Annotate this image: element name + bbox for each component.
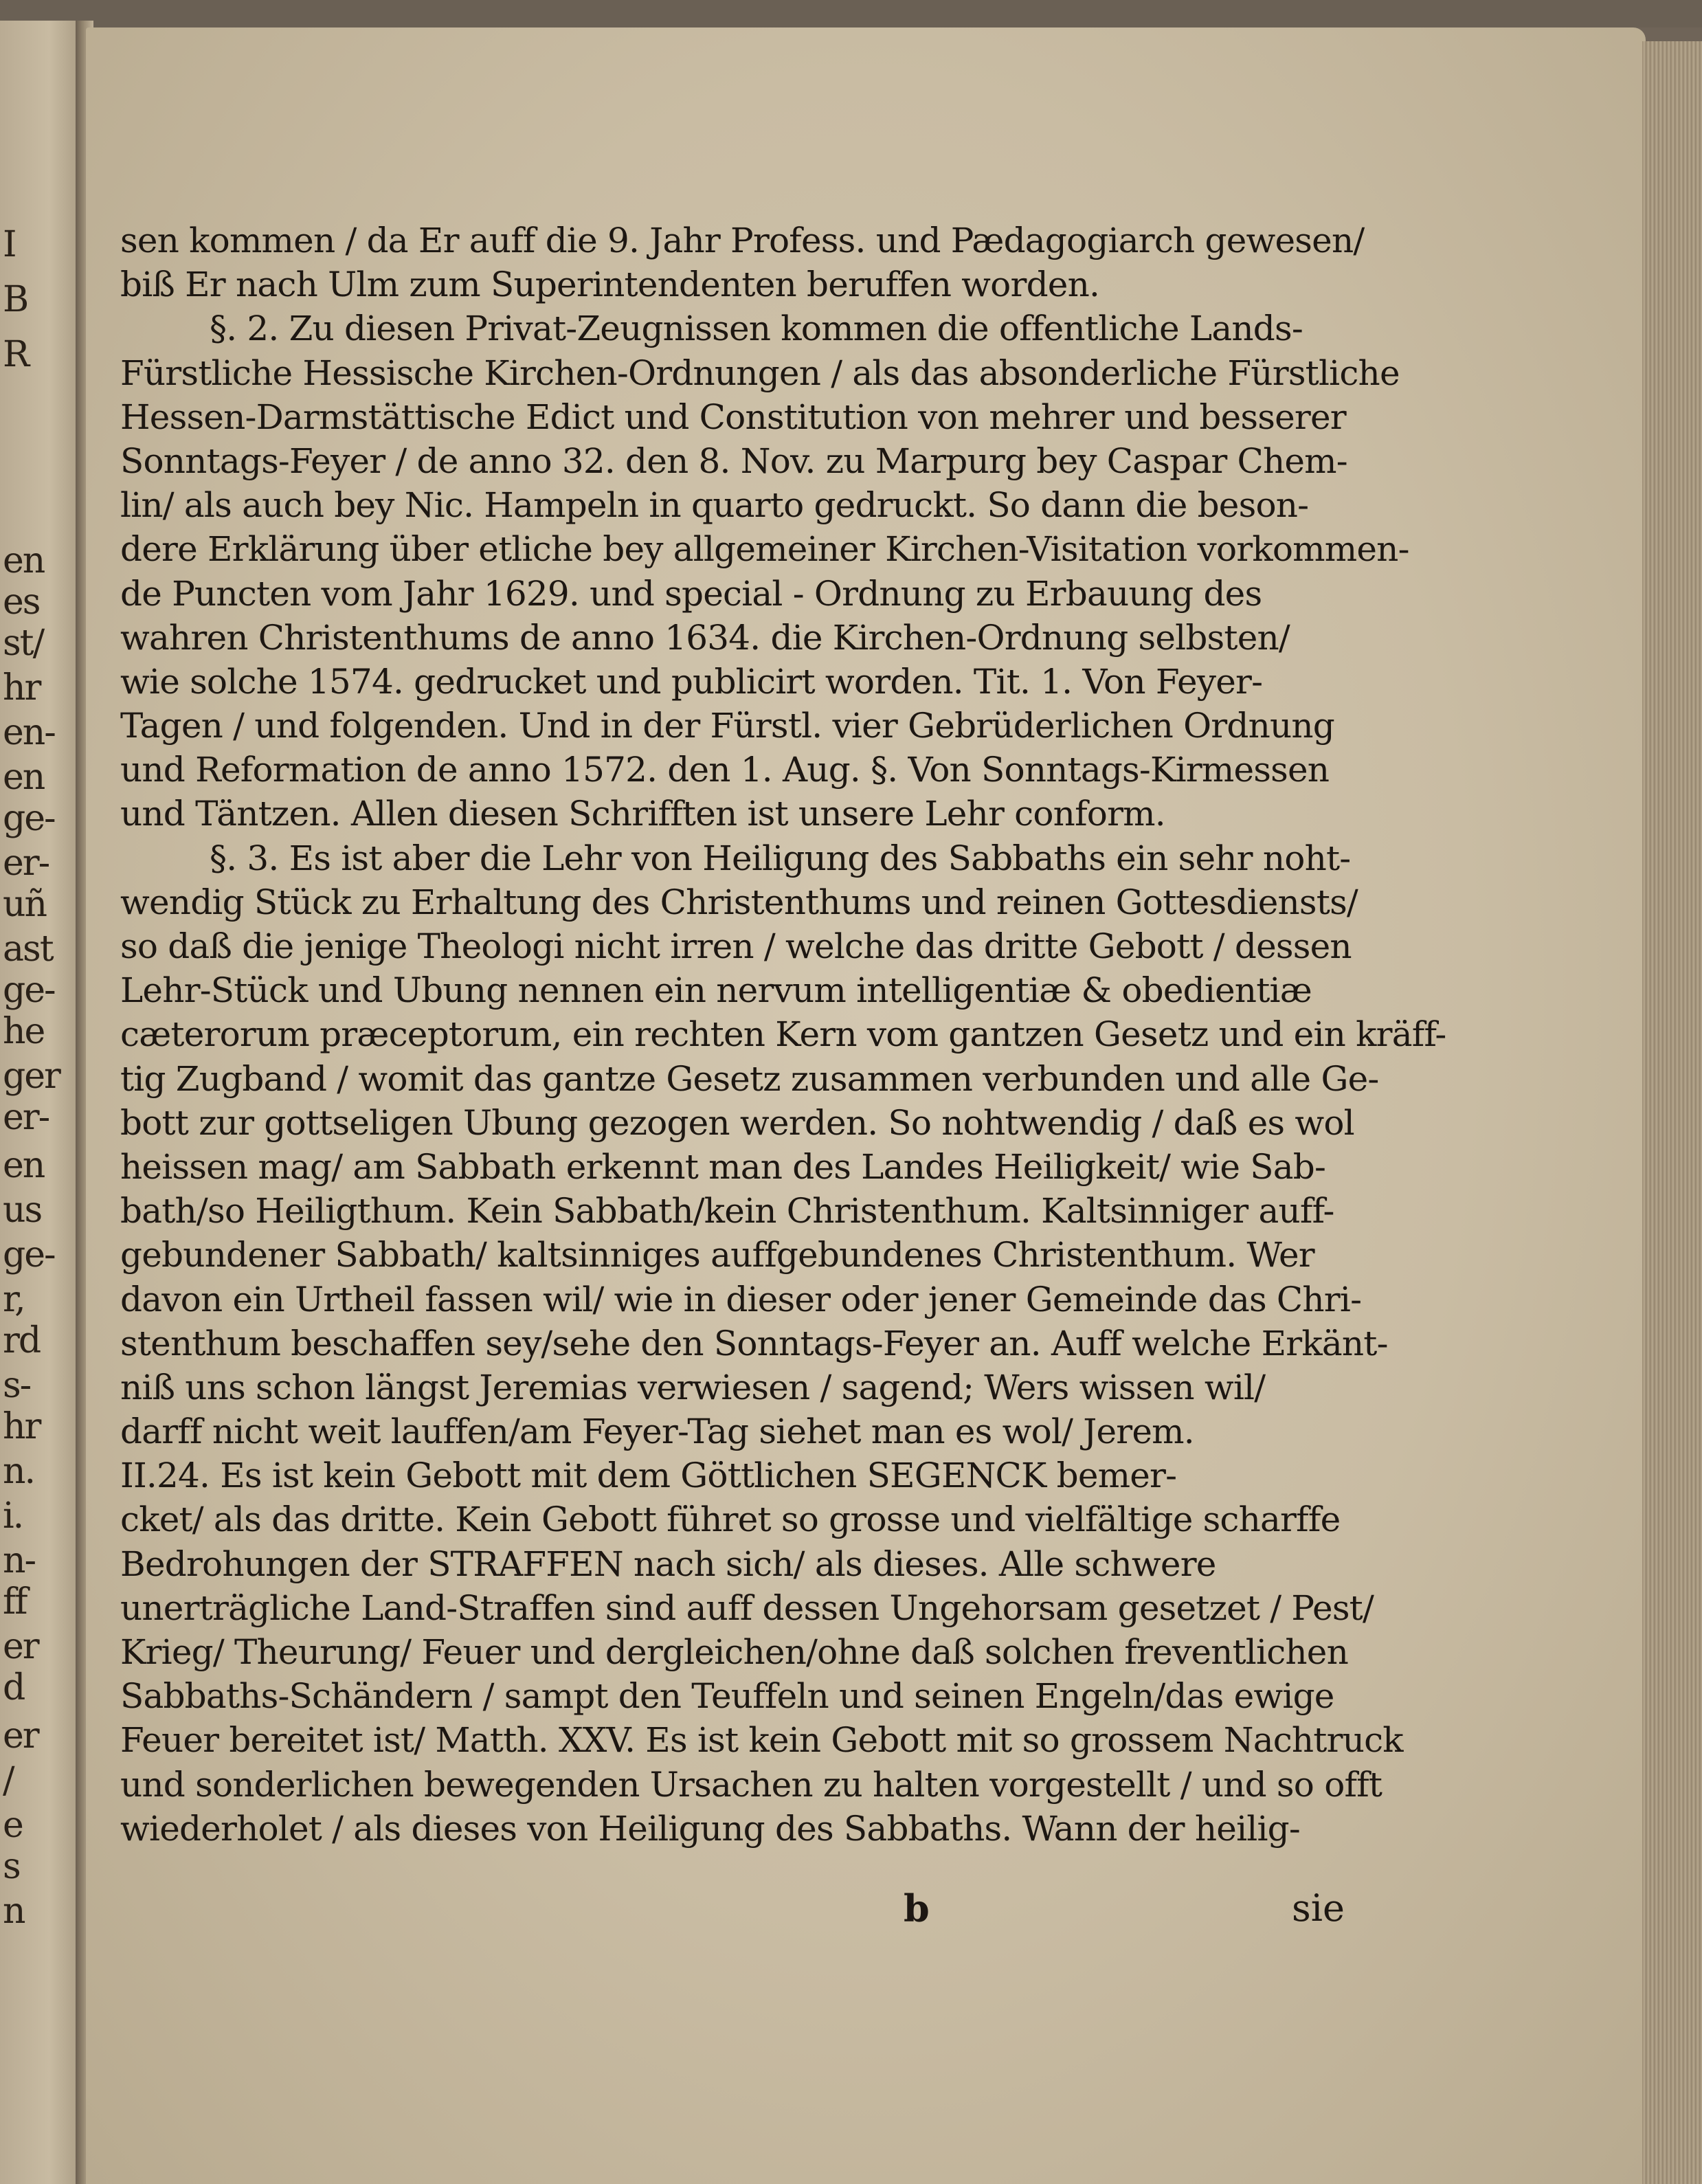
text-line: cket/ als das dritte. Kein Gebott führet so grosse und vielfältige scharffe (120, 1500, 1341, 1540)
left-page-fragment: ger (3, 1056, 60, 1097)
left-page-fragment: ge- (3, 798, 55, 839)
text-line: bott zur gottseligen Ubung gezogen werden. So nohtwendig / daß es wol (120, 1102, 1354, 1143)
page-stack-edge (1642, 41, 1702, 2184)
text-line: Krieg/ Theurung/ Feuer und dergleichen/ohne daß solchen freventlichen (120, 1632, 1348, 1672)
text-line: und sonderlichen bewegenden Ursachen zu halten vorgestellt / und so offt (120, 1764, 1382, 1805)
left-page-fragment: us (3, 1190, 42, 1231)
left-page-fragment: s (3, 1846, 20, 1887)
left-page-edge (0, 21, 82, 2184)
scan-background (0, 0, 1702, 27)
text-line: unerträgliche Land-Straffen sind auff dessen Ungehorsam gesetzet / Pest/ (120, 1587, 1374, 1628)
text-line: tig Zugband / womit das gantze Gesetz zusammen verbunden und alle Ge- (120, 1058, 1379, 1099)
text-line: wiederholet / als dieses von Heiligung des Sabbaths. Wann der heilig- (120, 1808, 1300, 1849)
text-line: dere Erklärung über etliche bey allgemeiner Kirchen-Visitation vorkommen- (120, 529, 1409, 570)
text-line: stenthum beschaffen sey/sehe den Sonntags-Feyer an. Auff welche Erkänt- (120, 1323, 1388, 1363)
text-line: davon ein Urtheil fassen wil/ wie in dieser oder jener Gemeinde das Chri- (120, 1279, 1362, 1319)
body-text (120, 219, 1446, 1851)
left-page-fragment: es (3, 581, 40, 623)
text-line: de Puncten vom Jahr 1629. und special - Ordnung zu Erbauung des (120, 573, 1262, 614)
signature-mark: b (904, 1886, 930, 1930)
text-line: cæterorum præceptorum, ein rechten Kern vom gantzen Gesetz und ein kräff- (120, 1014, 1446, 1055)
catchword: sie (1292, 1886, 1345, 1930)
left-page-fragment: rd (3, 1320, 41, 1361)
left-page-fragment: ge- (3, 970, 55, 1011)
text-line: Fürstliche Hessische Kirchen-Ordnungen / als das absonderliche Fürstliche (120, 353, 1400, 393)
text-line: wie solche 1574. gedrucket und publicirt worden. Tit. 1. Von Feyer- (120, 661, 1263, 702)
left-page-fragment: r, (3, 1279, 25, 1320)
text-line: Feuer bereitet ist/ Matth. XXV. Es ist kein Gebott mit so grossem Nachtruck (120, 1720, 1403, 1761)
text-line: so daß die jenige Theologi nicht irren / welche das dritte Gebott / dessen (120, 926, 1352, 966)
left-page-fragment: er- (3, 843, 49, 884)
text-line: biß Er nach Ulm zum Superintendenten beruffen worden. (120, 265, 1100, 305)
text-line: und Reformation de anno 1572. den 1. Aug. §. Von Sonntags-Kirmessen (120, 750, 1330, 790)
left-page-fragment: uñ (3, 884, 46, 925)
left-page-fragment: hr (3, 1406, 41, 1447)
left-page-fragment: I (3, 224, 16, 265)
left-page-fragment: en (3, 540, 45, 581)
left-page-fragment: ff (3, 1581, 27, 1623)
left-page-fragment: he (3, 1011, 45, 1052)
left-page-fragment: s- (3, 1365, 31, 1406)
text-line: bath/so Heiligthum. Kein Sabbath/kein Christenthum. Kaltsinniger auff- (120, 1191, 1334, 1232)
text-line: Tagen / und folgenden. Und in der Fürstl. vier Gebrüderlichen Ordnung (120, 706, 1334, 746)
text-line: wahren Christenthums de anno 1634. die Kirchen-Ordnung selbsten/ (120, 617, 1290, 658)
paragraph-2-start: §. 2. Zu diesen Privat-Zeugnissen kommen die offentliche Lands- (210, 309, 1303, 349)
text-line: lin/ als auch bey Nic. Hampeln in quarto gedruckt. So dann die beson- (120, 485, 1309, 526)
text-line: sen kommen / da Er auff die 9. Jahr Profess. und Pædagogiarch gewesen/ (120, 221, 1365, 260)
left-page-fragment: B (3, 279, 28, 320)
left-page-fragment: er- (3, 1097, 49, 1138)
text-line: Lehr-Stück und Ubung nennen ein nervum intelligentiæ & obedientiæ (120, 970, 1312, 1011)
paragraph-3-start: §. 3. Es ist aber die Lehr von Heiligung des Sabbaths ein sehr noht- (210, 838, 1351, 878)
left-page-fragment: en- (3, 712, 55, 753)
text-line: darff nicht weit lauffen/am Feyer-Tag siehet man es wol/ Jerem. (120, 1412, 1194, 1452)
text-line: gebundener Sabbath/ kaltsinniges auffgebundenes Christenthum. Wer (120, 1235, 1314, 1275)
left-page-fragment: en (3, 757, 45, 798)
text-line: Sabbaths-Schändern / sampt den Teuffeln und seinen Engeln/das ewige (120, 1676, 1334, 1717)
text-line: Bedrohungen der STRAFFEN nach sich/ als dieses. Alle schwere (120, 1544, 1216, 1584)
left-page-fragment: er (3, 1715, 38, 1757)
left-page-fragment: n- (3, 1540, 36, 1581)
left-page-fragment: ast (3, 928, 53, 970)
text-line: Sonntags-Feyer / de anno 32. den 8. Nov. zu Marpurg bey Caspar Chem- (120, 441, 1347, 481)
left-page-fragment: er (3, 1626, 38, 1667)
text-line: II.24. Es ist kein Gebott mit dem Göttlichen SEGENCK bemer- (120, 1456, 1177, 1496)
left-page-fragment: st/ (3, 623, 44, 664)
text-line: heissen mag/ am Sabbath erkennt man des Landes Heiligkeit/ wie Sab- (120, 1146, 1326, 1187)
left-page-fragment: hr (3, 667, 41, 709)
text-line: Hessen-Darmstättische Edict und Constitution von mehrer und besserer (120, 397, 1346, 437)
left-page-fragment: en (3, 1145, 45, 1186)
left-page-fragment: n. (3, 1451, 35, 1492)
left-page-fragment: R (3, 334, 29, 375)
text-line: und Täntzen. Allen diesen Schrifften ist unsere Lehr conform. (120, 794, 1165, 834)
left-page-fragment: n (3, 1891, 25, 1932)
left-page-fragment: i. (3, 1495, 23, 1537)
text-line: wendig Stück zu Erhaltung des Christenthums und reinen Gottesdiensts/ (120, 882, 1358, 922)
left-page-fragment: e (3, 1805, 23, 1846)
left-page-fragment: / (3, 1760, 14, 1801)
text-line: niß uns schon längst Jeremias verwiesen / sagend; Wers wissen wil/ (120, 1367, 1266, 1407)
left-page-fragment: ge- (3, 1234, 55, 1275)
left-page-fragment: d (3, 1667, 25, 1708)
